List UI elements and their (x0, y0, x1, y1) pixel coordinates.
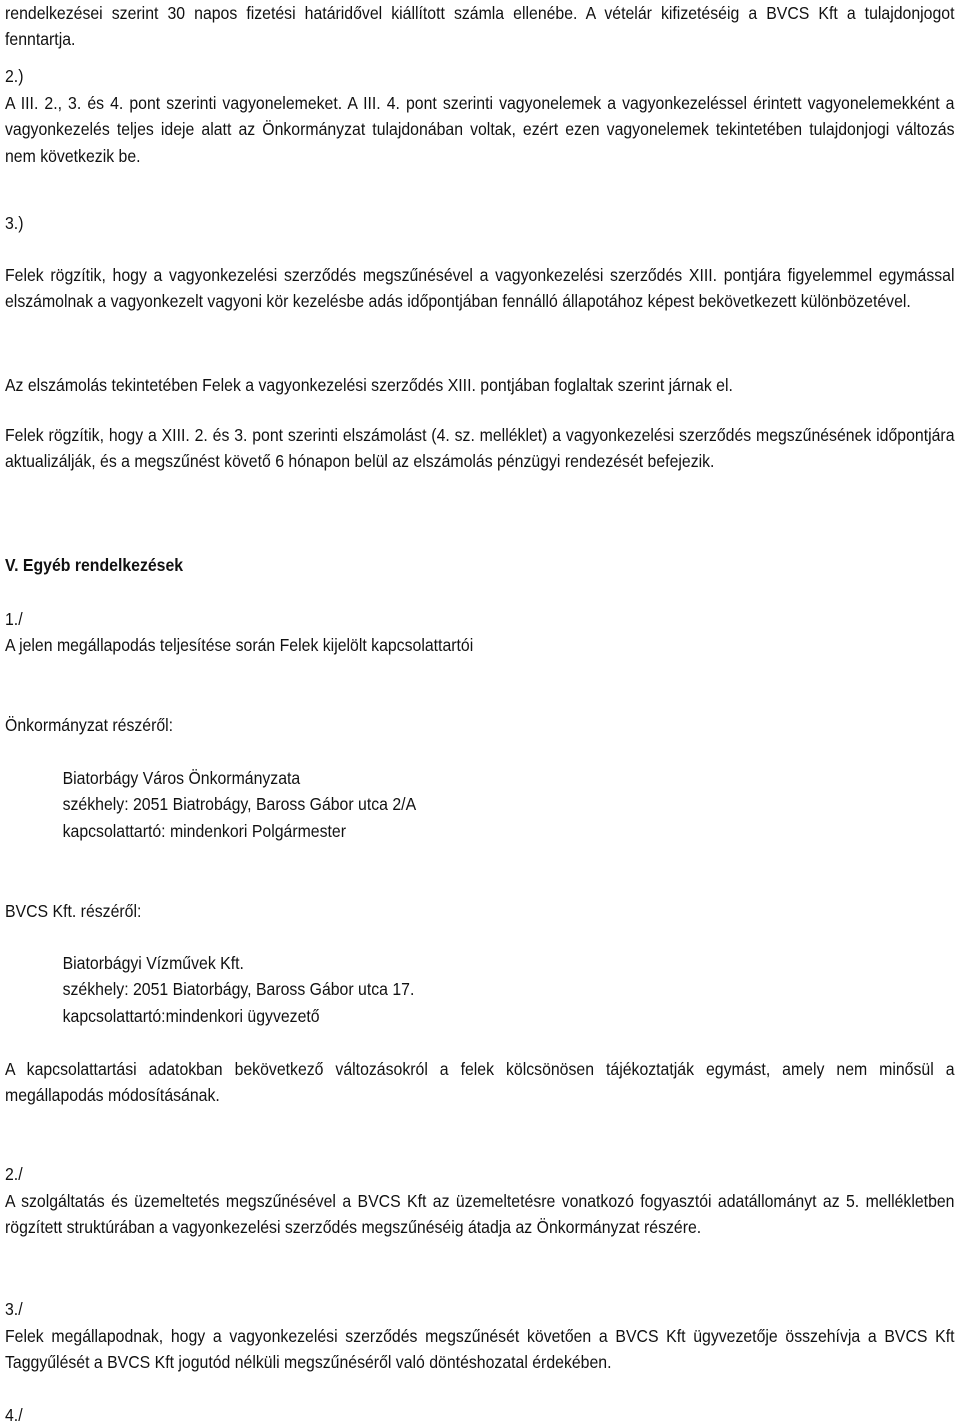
onkormanyzat-seat: székhely: 2051 Biatrobágy, Baross Gábor utca 2/A (62, 794, 417, 815)
intro-paragraph: rendelkezései szerint 30 napos fizetési határidővel kiállított számla ellenébe. A vételár kifizetéséig a BVCS Kft a tulajdonjogot fenntartja. (5, 3, 955, 50)
item-4-number: 4./ (5, 1405, 23, 1425)
onkormanyzat-contact-block (63, 765, 417, 844)
item-1-text: A jelen megállapodás teljesítése során Felek kijelölt kapcsolattartói (5, 635, 474, 655)
section-v-heading: V. Egyéb rendelkezések (5, 555, 184, 575)
item-2-number: 2./ (5, 1164, 23, 1184)
section-3-paragraph-1: Felek rögzítik, hogy a vagyonkezelési szerződés megszűnésével a vagyonkezelési szerződés XIII. pontjára figyelemmel egymással elszámolnak a vagyonkezelt vagyoni kör kezelésbe adás időpontjában fennálló állapotához képest bekövetkezett különbözetével. (5, 265, 955, 312)
section-3-number: 3.) (5, 213, 24, 233)
bvcs-seat: székhely: 2051 Biatorbágy, Baross Gábor utca 17. (62, 979, 415, 1000)
bvcs-contact: kapcsolattartó:mindenkori ügyvezető (62, 1005, 320, 1026)
item-2-text: A szolgáltatás és üzemeltetés megszűnésével a BVCS Kft az üzemeltetésre vonatkozó fogyasztói adatállományt az 5. mellékletben rögzített struktúrában a vagyonkezelési szerződés megszűnéséig átadja az Önkormányzat részére. (5, 1191, 955, 1238)
onkormanyzat-name: Biatorbágy Város Önkormányzata (62, 768, 301, 788)
bvcs-name: Biatorbágyi Vízművek Kft. (62, 953, 244, 973)
onkormanyzat-label: Önkormányzat részéről: (5, 715, 174, 735)
item-1-number: 1./ (5, 609, 23, 629)
item-3-number: 3./ (5, 1299, 23, 1319)
contact-note: A kapcsolattartási adatokban bekövetkező változásokról a felek kölcsönösen tájékoztatják egymást, amely nem minősül a megállapodás módosításának. (5, 1059, 955, 1106)
bvcs-contact-block (63, 950, 415, 1029)
section-2-text: A III. 2., 3. és 4. pont szerinti vagyonelemeket. A III. 4. pont szerinti vagyonelemek a vagyonkezeléssel érintett vagyonelemekként a vagyonkezelés teljes ideje alatt az Önkormányzat tulajdonában voltak, ezért ezen vagyonelemek tekintetében tulajdonjogi változás nem következik be. (5, 93, 955, 166)
section-2-number: 2.) (5, 66, 24, 86)
item-3-text: Felek megállapodnak, hogy a vagyonkezelési szerződés megszűnését követően a BVCS Kft ügyvezetője összehívja a BVCS Kft Taggyűlését a BVCS Kft jogutód nélküli megszűnéséről való döntéshozatal érdekében. (5, 1326, 955, 1373)
onkormanyzat-contact: kapcsolattartó: mindenkori Polgármester (62, 820, 346, 841)
section-3-paragraph-2: Az elszámolás tekintetében Felek a vagyonkezelési szerződés XIII. pontjában foglaltak szerint járnak el. (5, 375, 733, 395)
bvcs-label: BVCS Kft. részéről: (5, 901, 142, 921)
section-3-paragraph-3: Felek rögzítik, hogy a XIII. 2. és 3. pont szerinti elszámolást (4. sz. melléklet) a vagyonkezelési szerződés megszűnésének időpontjára aktualizálják, és a megszűnést követő 6 hónapon belül az elszámolás pénzügyi rendezését befejezik. (5, 425, 955, 472)
